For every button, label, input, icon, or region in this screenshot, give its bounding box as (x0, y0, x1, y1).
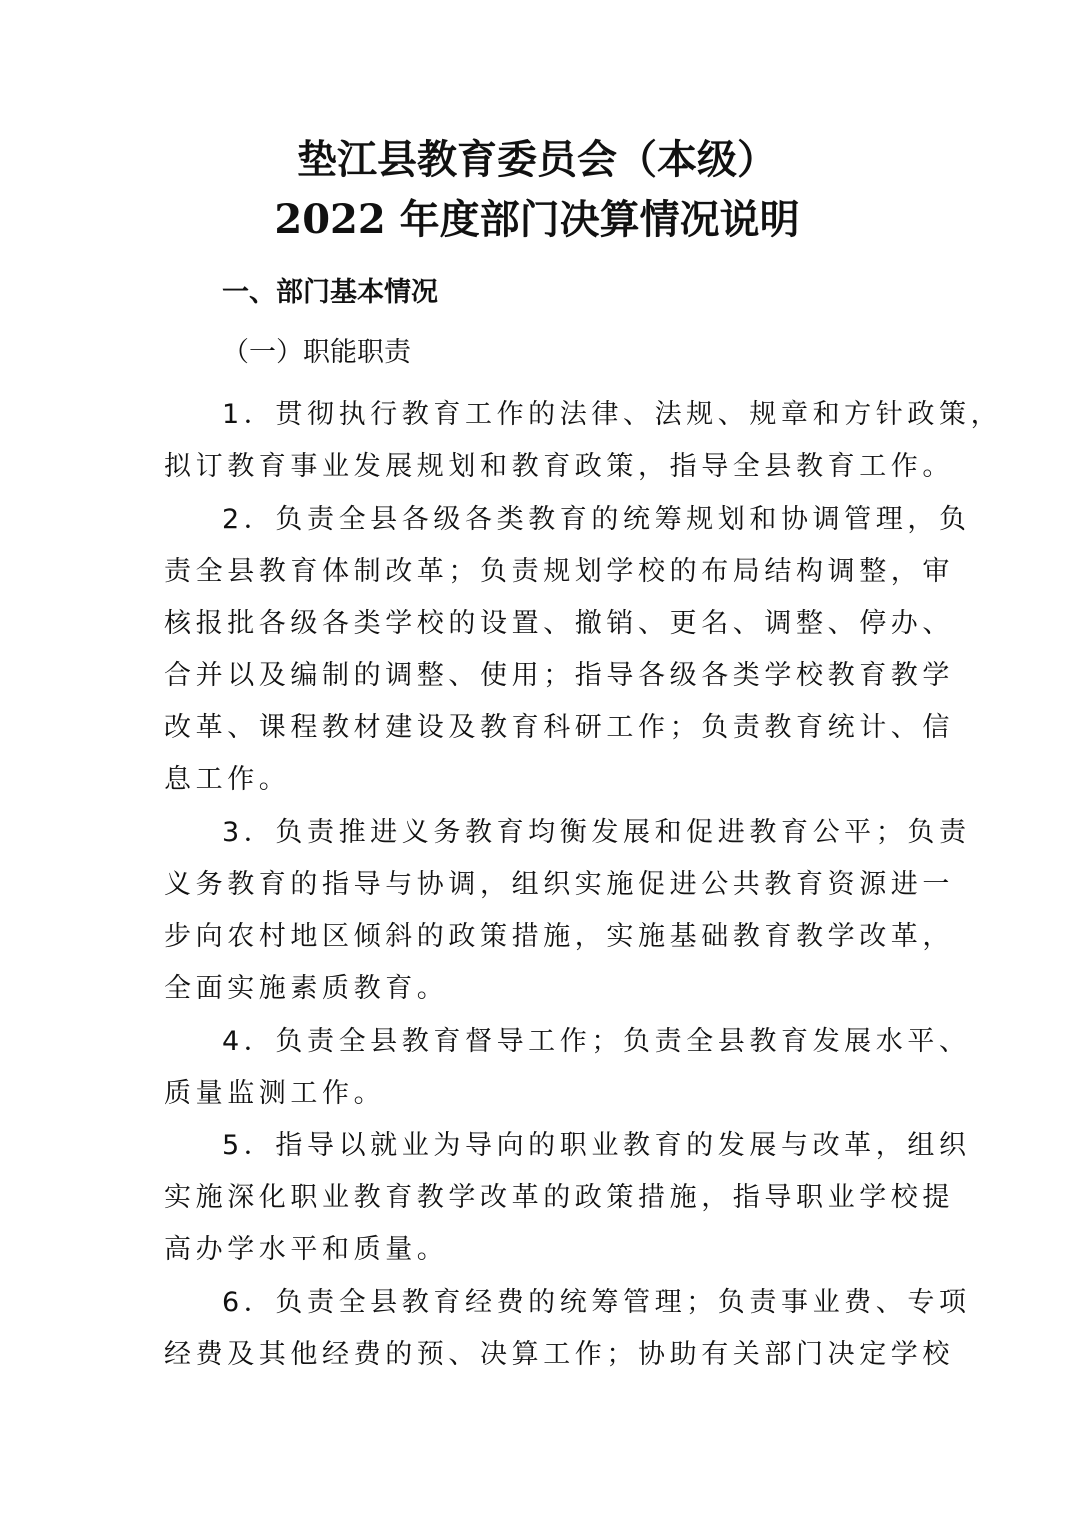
paragraph-6-line-1: 6．负责全县教育经费的统筹管理；负责事业费、专项 (222, 1287, 971, 1318)
paragraph-1-line-2: 拟订教育事业发展规划和教育政策，指导全县教育工作。 (164, 451, 954, 482)
paragraph-1-line-1: 1．贯彻执行教育工作的法律、法规、规章和方针政策， (222, 399, 1003, 430)
section-heading: 一、部门基本情况 (222, 277, 438, 308)
paragraph-4-line-2: 质量监测工作。 (164, 1078, 386, 1109)
paragraph-5-line-2: 实施深化职业教育教学改革的政策措施，指导职业学校提 (164, 1182, 954, 1213)
subsection-heading: （一）职能职责 (222, 337, 411, 368)
paragraph-2-line-6: 息工作。 (164, 764, 291, 795)
paragraph-2-line-5: 改革、课程教材建设及教育科研工作；负责教育统计、信 (164, 712, 954, 743)
paragraph-3-line-4: 全面实施素质教育。 (164, 973, 449, 1004)
paragraph-3-line-2: 义务教育的指导与协调，组织实施促进公共教育资源进一 (164, 869, 954, 900)
paragraph-2-line-2: 责全县教育体制改革；负责规划学校的布局结构调整，审 (164, 556, 954, 587)
paragraph-2-line-3: 核报批各级各类学校的设置、撤销、更名、调整、停办、 (164, 608, 954, 639)
paragraph-3-line-3: 步向农村地区倾斜的政策措施，实施基础教育教学改革， (164, 921, 954, 952)
paragraph-6-line-2: 经费及其他经费的预、决算工作；协助有关部门决定学校 (164, 1339, 954, 1370)
paragraph-5-line-1: 5．指导以就业为导向的职业教育的发展与改革，组织 (222, 1130, 971, 1161)
paragraph-5-line-3: 高办学水平和质量。 (164, 1234, 449, 1265)
paragraph-3-line-1: 3．负责推进义务教育均衡发展和促进教育公平；负责 (222, 817, 971, 848)
document-title-line-2: 2022 年度部门决算情况说明 (274, 196, 800, 243)
paragraph-2-line-4: 合并以及编制的调整、使用；指导各级各类学校教育教学 (164, 660, 954, 691)
paragraph-4-line-1: 4．负责全县教育督导工作；负责全县教育发展水平、 (222, 1026, 971, 1057)
paragraph-2-line-1: 2．负责全县各级各类教育的统筹规划和协调管理，负 (222, 504, 971, 535)
document-title-line-1: 垫江县教育委员会（本级） (297, 136, 777, 183)
